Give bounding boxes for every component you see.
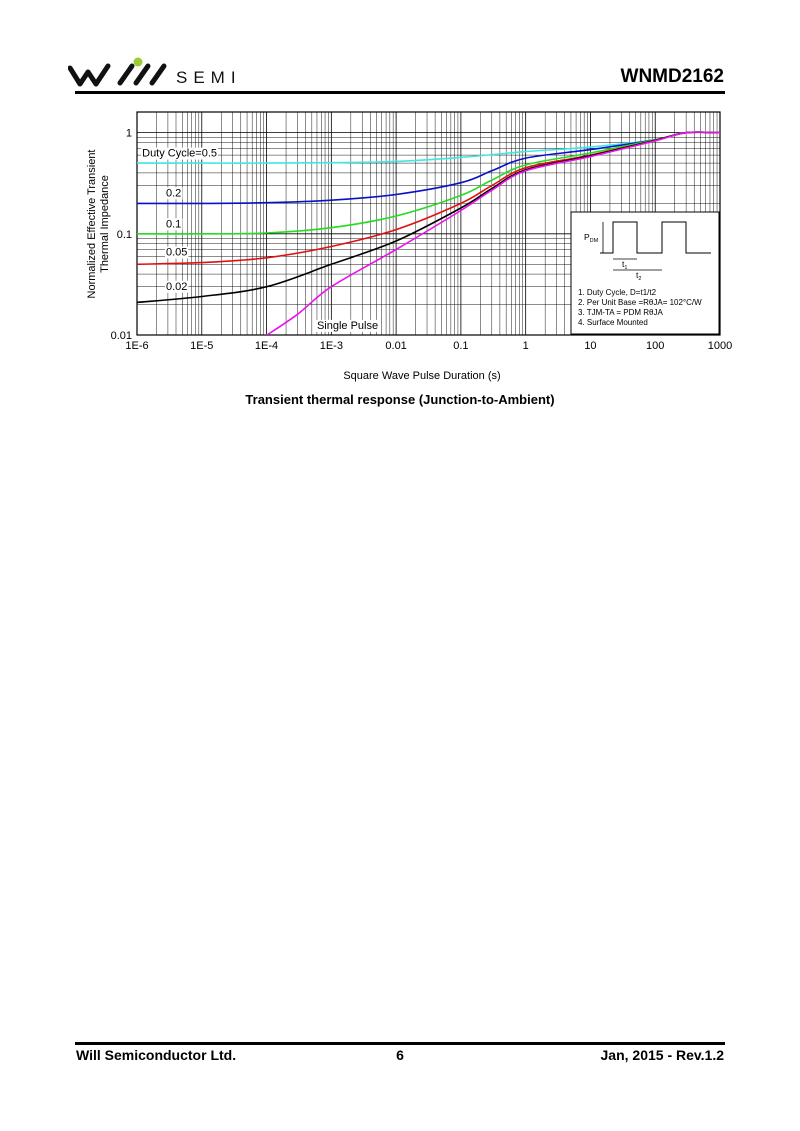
- y-axis-label-line1: Normalized Effective Transient: [86, 149, 98, 299]
- footer-divider: [75, 1042, 725, 1045]
- footer-revision: Jan, 2015 - Rev.1.2: [600, 1047, 724, 1063]
- inset-note-2: 2. Per Unit Base =RθJA= 102°C/W: [578, 298, 702, 307]
- x-tick-label: 0.1: [453, 340, 469, 352]
- y-tick-label: 0.01: [110, 330, 132, 342]
- y-tick-label: 1: [125, 127, 132, 140]
- footer-page-number: 6: [396, 1047, 404, 1063]
- x-axis-ticks: [125, 340, 732, 352]
- header-divider: [75, 91, 725, 94]
- chart-caption: Transient thermal response (Junction-to-Ambient): [245, 392, 555, 407]
- brand-text: SEMI: [176, 68, 242, 87]
- footer-company: Will Semiconductor Ltd.: [76, 1047, 237, 1063]
- t2-label: $t_2$: [636, 270, 642, 282]
- series-label-5: Single Pulse: [316, 319, 379, 332]
- x-axis-label: Square Wave Pulse Duration (s): [343, 370, 501, 382]
- x-tick-label: 1E-3: [319, 340, 343, 352]
- x-tick-label: 1E-4: [254, 340, 279, 352]
- x-tick-label: 1E-5: [190, 340, 214, 352]
- x-tick-label: 10: [584, 340, 597, 352]
- series-label-4: 0.02: [165, 280, 188, 293]
- series-label-1: 0.2: [165, 187, 182, 200]
- y-axis-label: [86, 150, 111, 299]
- x-tick-label: 1: [522, 340, 529, 352]
- chart-inset: [571, 212, 719, 334]
- series-line-0: [137, 132, 720, 163]
- inset-note-1: 1. Duty Cycle, D=t1/t2: [578, 288, 657, 297]
- x-tick-label: 1000: [707, 340, 733, 352]
- transient-thermal-chart: [0, 100, 800, 385]
- series-line-1: [137, 132, 720, 203]
- pdm-label: $P_{DM}$: [584, 232, 599, 244]
- x-tick-label: 1E-6: [125, 340, 149, 352]
- y-tick-label: 0.1: [116, 228, 132, 241]
- inset-note-3: 3. TJM-TA = PDM RθJA: [578, 308, 663, 317]
- x-tick-label: 100: [646, 340, 665, 352]
- t1-label: $t_1$: [622, 259, 628, 271]
- series-label-2: 0.1: [165, 218, 182, 231]
- x-tick-label: 0.01: [385, 340, 407, 352]
- y-axis-ticks: [111, 128, 132, 342]
- series-label-3: 0.05: [165, 246, 188, 259]
- y-axis-label-line2: Thermal Impedance: [99, 175, 111, 273]
- inset-note-4: 4. Surface Mounted: [578, 318, 648, 327]
- part-number: WNMD2162: [620, 66, 724, 87]
- series-label-0: Duty Cycle=0.5: [142, 147, 218, 160]
